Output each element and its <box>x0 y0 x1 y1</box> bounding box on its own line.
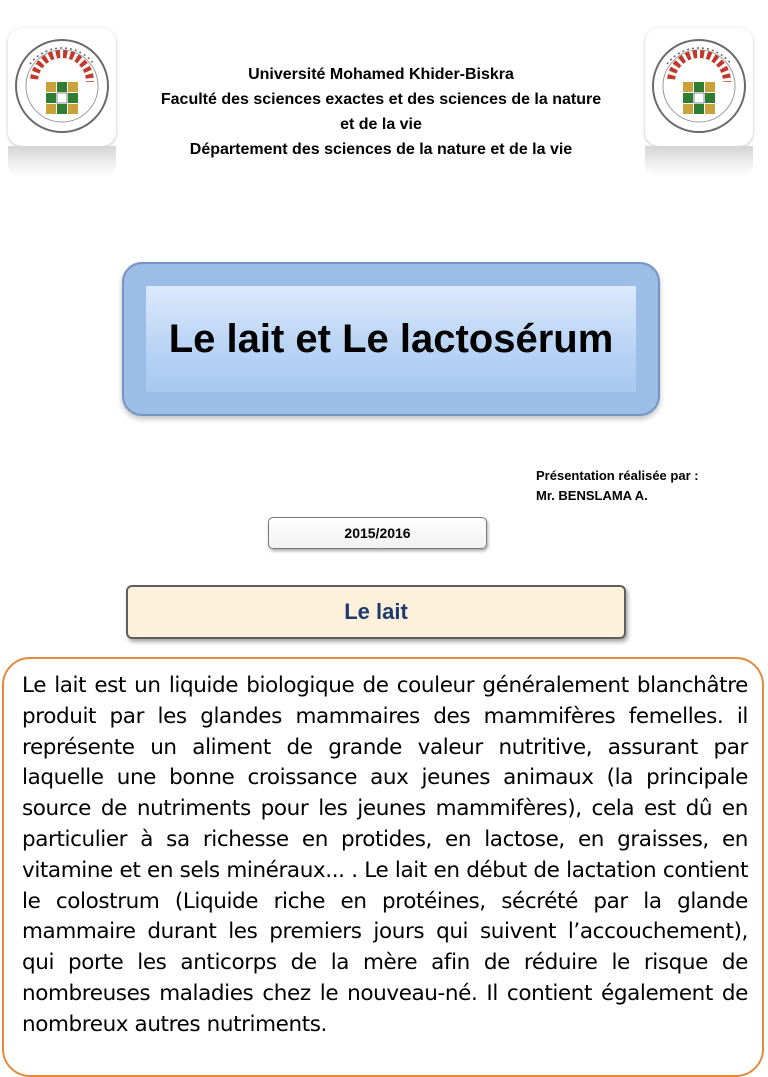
author-name: Mr. BENSLAMA A. <box>536 488 648 503</box>
university-logo-icon <box>12 34 112 140</box>
section-title-box <box>126 585 626 639</box>
title-inner <box>146 286 636 392</box>
page-title: Le lait et Le lactosérum <box>168 316 614 361</box>
department-name: Département des sciences de la nature et de la vie <box>189 141 573 158</box>
logo-reflection <box>8 146 116 178</box>
title-box <box>122 262 660 416</box>
university-logo-left <box>8 28 116 178</box>
author-block <box>536 466 699 506</box>
content-paragraph: Le lait est un liquide biologique de couleur généralement blanchâtre produit par les glandes mammaires des mammifères femelles. il représente un aliment de grande valeur nutritive, assurant par laquelle une bonne croissance aux jeunes animaux (la principale source de nutriments pour les jeunes mammifères), cela est dû en particulier à sa richesse en protides, en lactose, en graisses, en vitamine et en sels minéraux... . Le lait en début de lactation contient le colostrum (Liquide riche en protéines, sécrété par la glande mammaire durant les premiers jours qui suivent l’accouchement), qui porte les anticorps de la mère afin de réduire le risque de nombreuses maladies chez le nouveau-né. Il contient également de nombreux autres nutriments. <box>22 673 748 1037</box>
faculty-name-continued: et de la vie <box>340 116 422 133</box>
institution-header <box>120 62 642 162</box>
faculty-name: Faculté des sciences exactes et des sciences de la nature <box>160 91 602 108</box>
section-title: Le lait <box>344 599 408 624</box>
academic-year: 2015/2016 <box>344 525 411 541</box>
university-logo-right <box>645 28 753 178</box>
university-logo-icon <box>649 34 749 140</box>
university-name: Université Mohamed Khider-Biskra <box>248 66 514 83</box>
year-box <box>268 517 487 549</box>
content-box <box>2 657 764 1077</box>
logo-reflection <box>645 146 753 178</box>
author-label: Présentation réalisée par : <box>536 468 699 483</box>
